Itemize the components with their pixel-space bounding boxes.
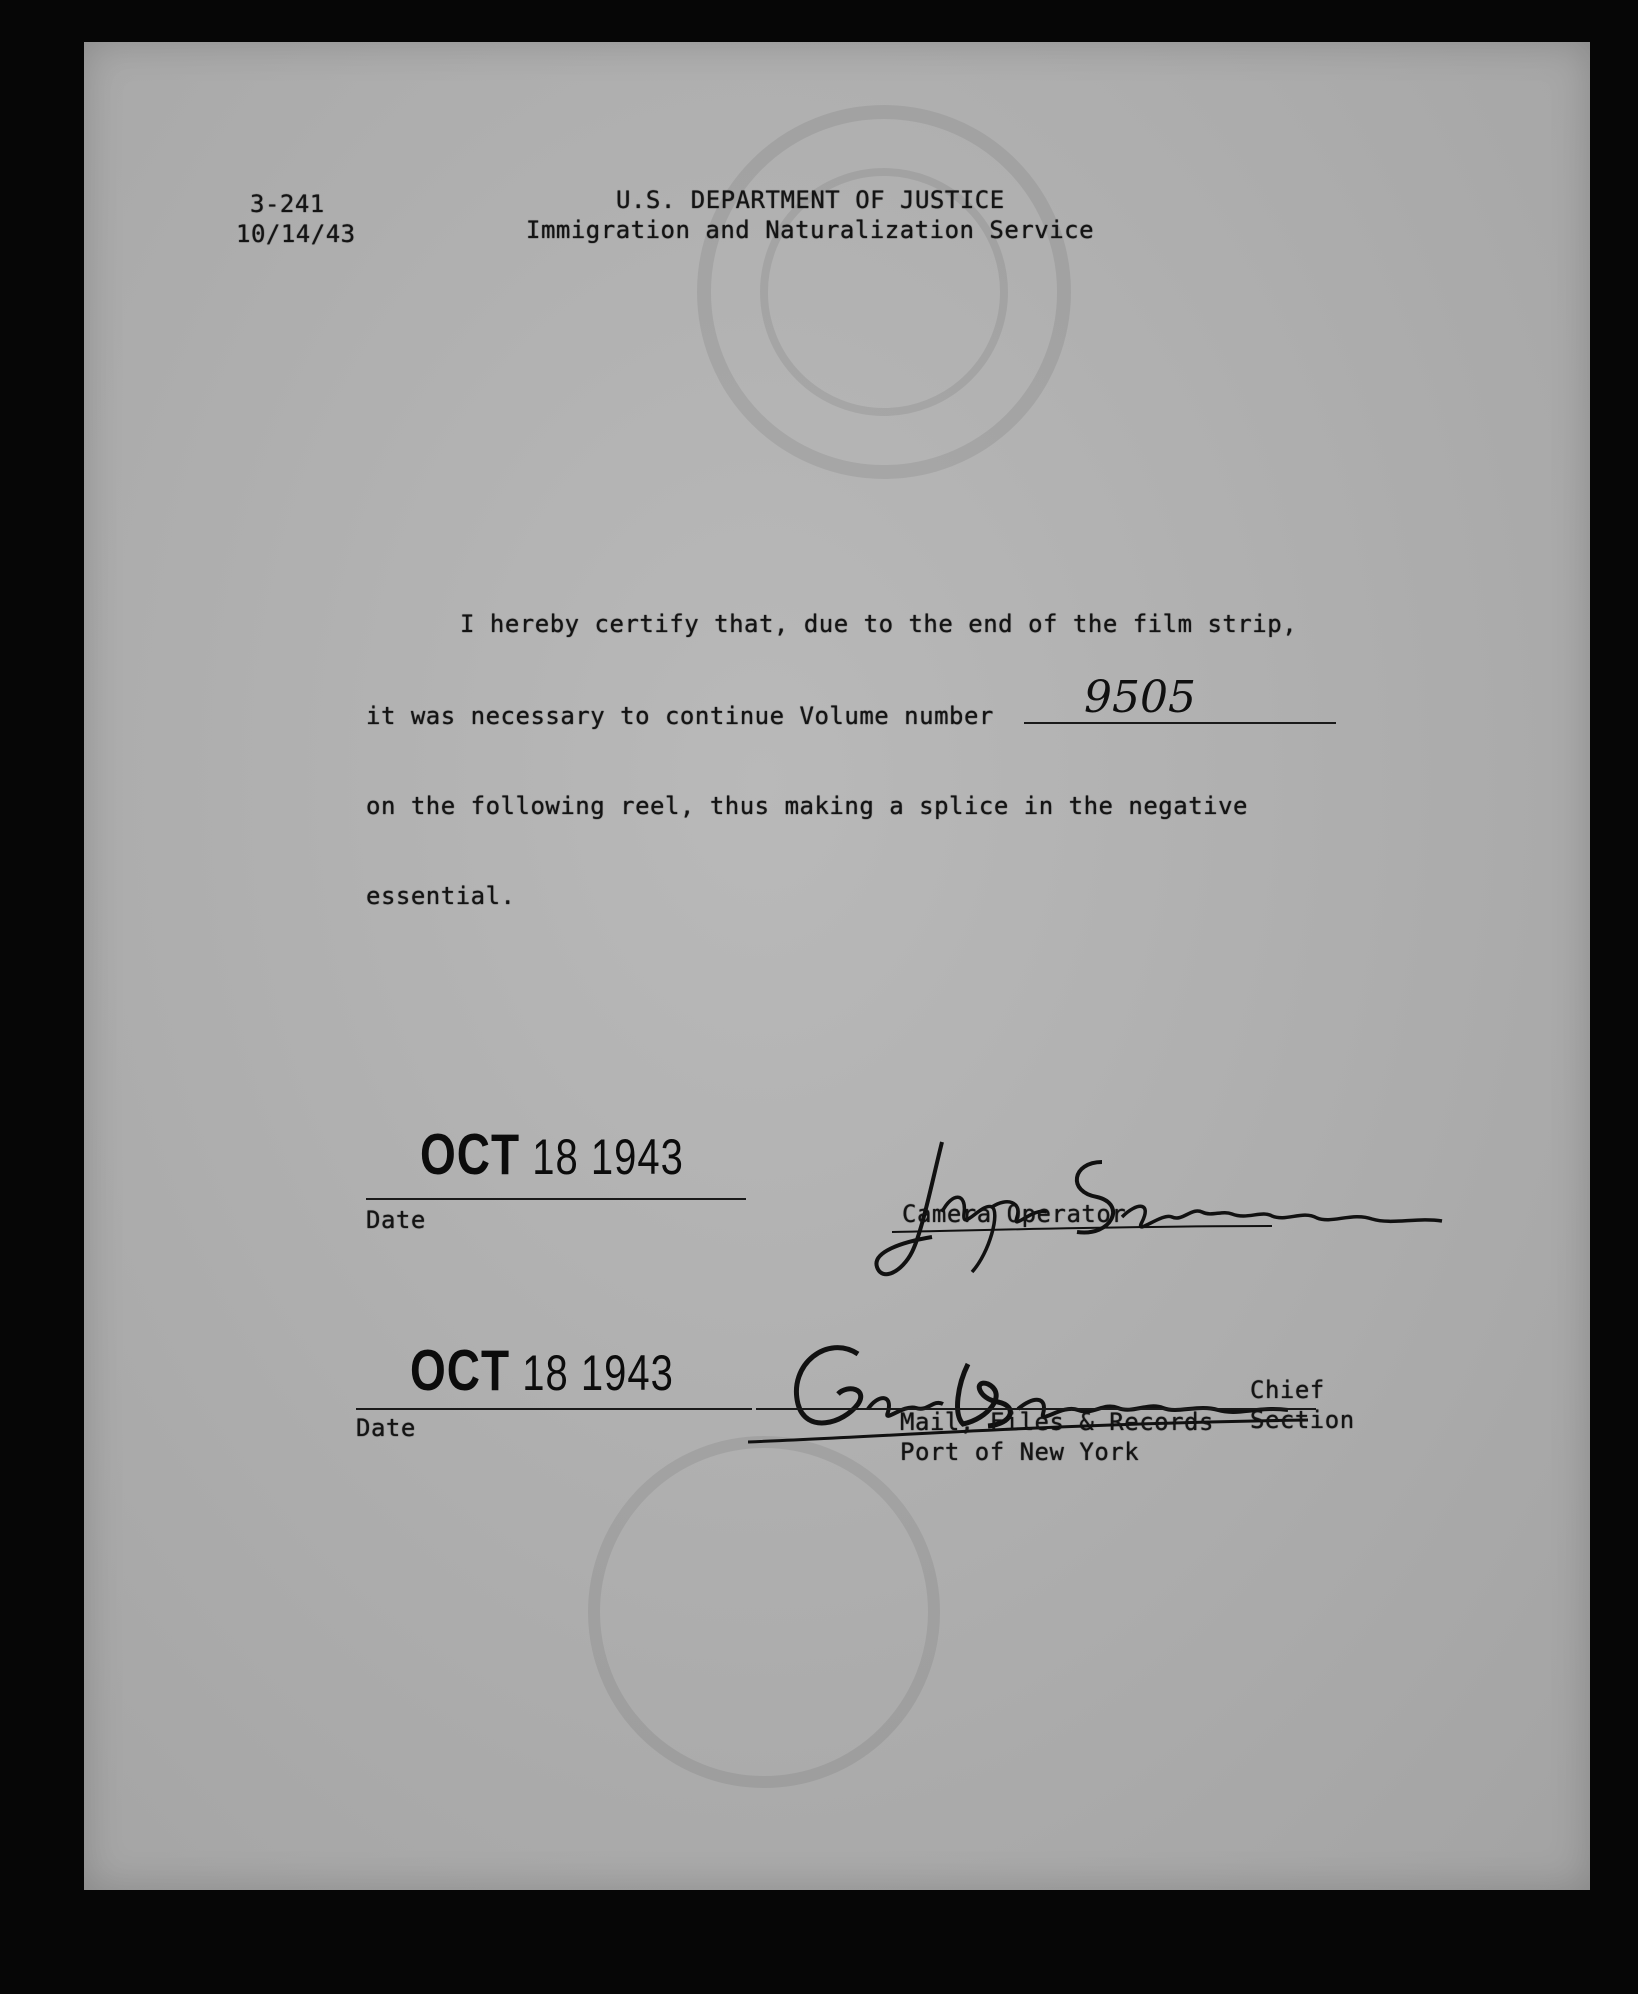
form-date: 10/14/43	[236, 220, 356, 248]
agency-title: Immigration and Naturalization Service	[526, 216, 1095, 244]
volume-number: 9505	[1084, 672, 1196, 723]
date-line-2	[356, 1408, 752, 1410]
date-stamp-1: OCT 18 1943	[420, 1121, 684, 1187]
background-seal-ghost	[564, 82, 1204, 502]
certificate-line-2: it was necessary to continue Volume number	[366, 702, 994, 730]
date-stamp-2: OCT 18 1943	[410, 1337, 674, 1403]
chief-title-line-2-right: Section	[1250, 1406, 1355, 1434]
camera-operator-title: Camera Operator	[902, 1200, 1127, 1228]
chief-title-line-3: Port of New York	[900, 1438, 1140, 1466]
chief-title-line-2-left: Mail, Files & Records	[900, 1408, 1214, 1436]
chief-title: Chief	[1250, 1376, 1325, 1404]
date-label-1: Date	[366, 1206, 426, 1234]
form-number: 3-241	[250, 190, 325, 218]
document-page	[84, 42, 1590, 1890]
date-label-2: Date	[356, 1414, 416, 1442]
certificate-line-3: on the following reel, thus making a splice in the negative	[366, 792, 1249, 820]
certificate-line-4: essential.	[366, 882, 516, 910]
date-line-1	[366, 1198, 746, 1200]
department-title: U.S. DEPARTMENT OF JUSTICE	[616, 186, 1005, 214]
certificate-line-1: I hereby certify that, due to the end of the film strip,	[460, 610, 1298, 638]
